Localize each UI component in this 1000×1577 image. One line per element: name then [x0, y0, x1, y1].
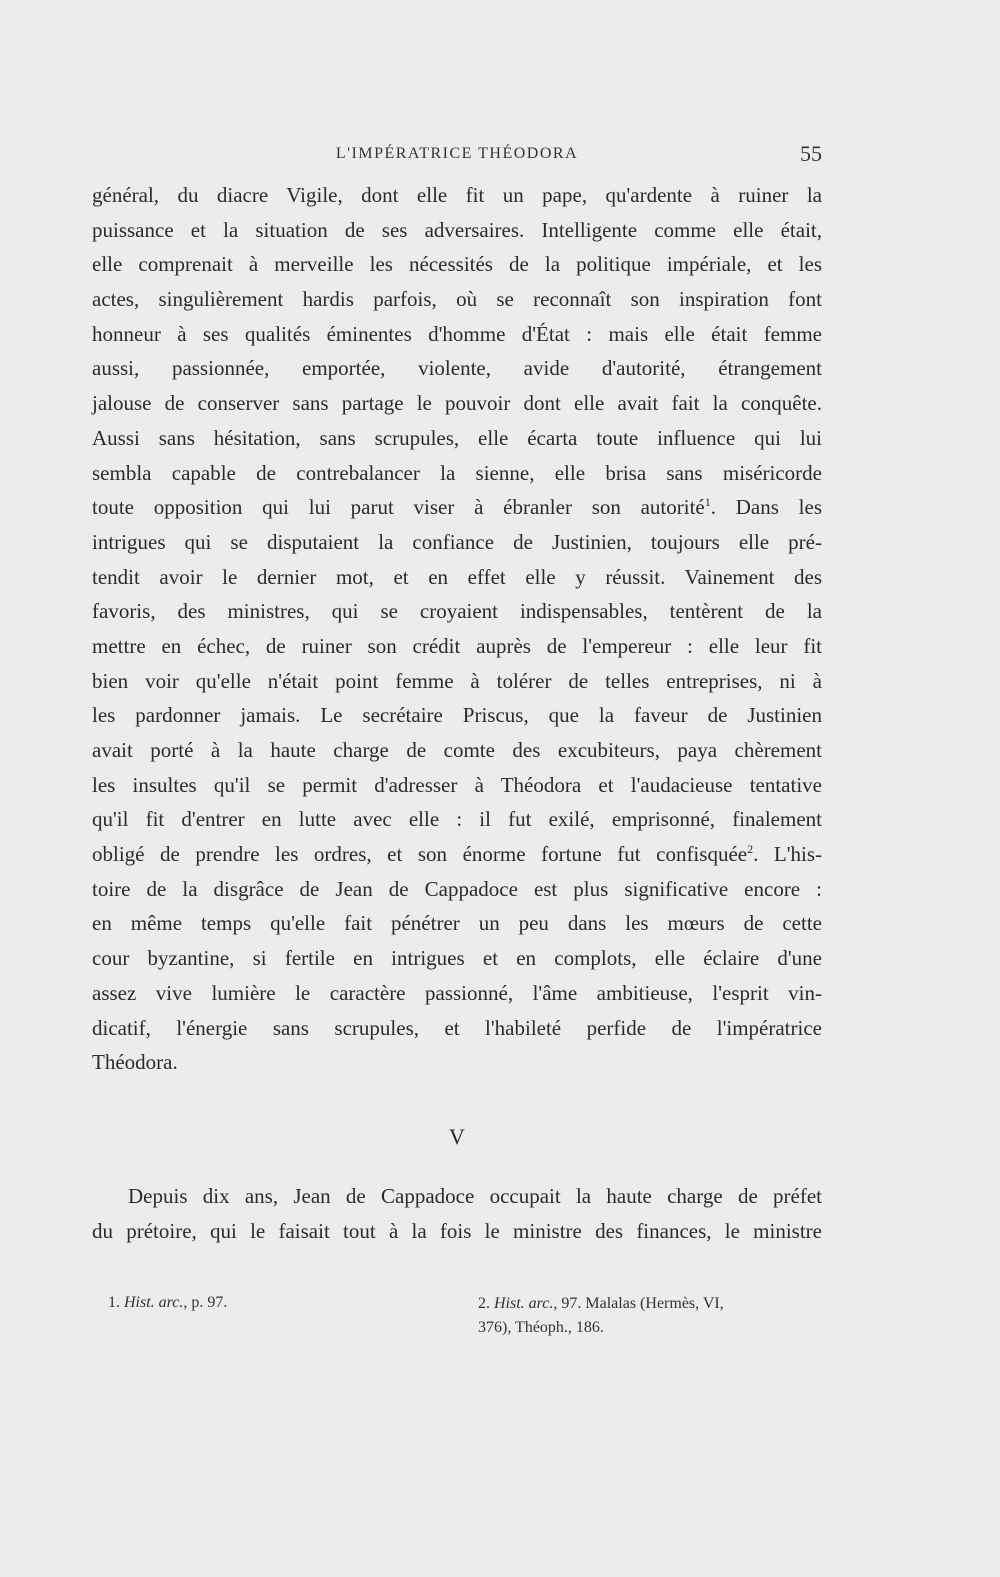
text-line: cour byzantine, si fertile en intrigues et en complots, elle éclaire d'une: [92, 946, 822, 971]
footnote-text: , p. 97.: [183, 1294, 228, 1311]
footnote-number: 2.: [478, 1295, 490, 1312]
footnote-source: Hist. arc.: [494, 1295, 554, 1312]
paragraph-1: [92, 178, 822, 1080]
footnote-line: 376), Théoph., 186.: [478, 1319, 604, 1336]
text-line: sembla capable de contrebalancer la sienne, elle brisa sans miséricorde: [92, 460, 822, 485]
footnote-number: 1.: [108, 1294, 120, 1311]
text-line: toire de la disgrâce de Jean de Cappadoce est plus significative encore :: [92, 876, 822, 901]
text-line: intrigues qui se disputaient la confiance de Justinien, toujours elle pré-: [92, 529, 822, 554]
text-line-with-footnote: [92, 490, 822, 525]
text-line: bien voir qu'elle n'était point femme à tolérer de telles entreprises, ni à: [92, 668, 822, 693]
text-line: tendit avoir le dernier mot, et en effet elle y réussit. Vainement des: [92, 564, 822, 589]
text-line: général, du diacre Vigile, dont elle fit un pape, qu'ardente à ruiner la: [92, 183, 822, 207]
text-line: honneur à ses qualités éminentes d'homme d'État : mais elle était femme: [92, 321, 822, 346]
text-line: dicatif, l'énergie sans scrupules, et l'habileté perfide de l'impératrice: [92, 1015, 822, 1040]
text-line: elle comprenait à merveille les nécessités de la politique impériale, et les: [92, 252, 822, 277]
text-line: mettre en échec, de ruiner son crédit auprès de l'empereur : elle leur fit: [92, 633, 822, 658]
text-line-with-footnote: [92, 837, 822, 872]
text-line: Théodora.: [92, 1050, 178, 1075]
text-line: Depuis dix ans, Jean de Cappadoce occupait la haute charge de préfet: [128, 1184, 822, 1208]
text-line: assez vive lumière le caractère passionné, l'âme ambitieuse, l'esprit vin-: [92, 980, 822, 1005]
footnote-line: [478, 1292, 822, 1316]
text-fragment: . L'his-: [753, 842, 822, 867]
running-title: L'IMPÉRATRICE THÉODORA: [335, 145, 579, 162]
footnote-2: [478, 1292, 822, 1340]
text-line: du prétoire, qui le faisait tout à la fois le ministre des finances, le ministre: [92, 1218, 822, 1243]
text-line: puissance et la situation de ses adversaires. Intelligente comme elle était,: [92, 217, 822, 242]
text-line: avait porté à la haute charge de comte des excubiteurs, paya chèrement: [92, 738, 822, 762]
section-heading: V: [449, 1124, 465, 1149]
paragraph-2: [92, 1179, 822, 1248]
footnote-text: , 97. Malalas (Hermès, VI,: [553, 1295, 724, 1312]
text-fragment: toute opposition qui lui parut viser à ébranler son autorité: [92, 495, 705, 520]
text-line: en même temps qu'elle fait pénétrer un peu dans les mœurs de cette: [92, 911, 822, 936]
text-line: aussi, passionnée, emportée, violente, avide d'autorité, étrangement: [92, 356, 822, 381]
text-fragment: obligé de prendre les ordres, et son énorme fortune fut confisquée: [92, 842, 748, 867]
text-line: actes, singulièrement hardis parfois, où se reconnaît son inspiration font: [92, 287, 822, 312]
footnote-1: [108, 1294, 227, 1312]
text-line: qu'il fit d'entrer en lutte avec elle : il fut exilé, emprisonné, finalement: [92, 807, 822, 832]
text-line: les pardonner jamais. Le secrétaire Priscus, que la faveur de Justinien: [92, 703, 822, 728]
footnote-ref-1: 1: [704, 495, 711, 510]
running-head: [92, 141, 822, 165]
footnote-ref-2: 2: [747, 842, 754, 857]
text-fragment: . Dans les: [710, 495, 822, 520]
text-line: favoris, des ministres, qui se croyaient indispensables, tentèrent de la: [92, 599, 822, 624]
page-number: 55: [800, 141, 822, 166]
footnote-source: Hist. arc.: [124, 1294, 184, 1311]
text-line: les insultes qu'il se permit d'adresser à Théodora et l'audacieuse tentative: [92, 772, 822, 797]
text-line: Aussi sans hésitation, sans scrupules, elle écarta toute influence qui lui: [92, 425, 822, 450]
text-line: jalouse de conserver sans partage le pouvoir dont elle avait fait la conquête.: [92, 391, 822, 416]
